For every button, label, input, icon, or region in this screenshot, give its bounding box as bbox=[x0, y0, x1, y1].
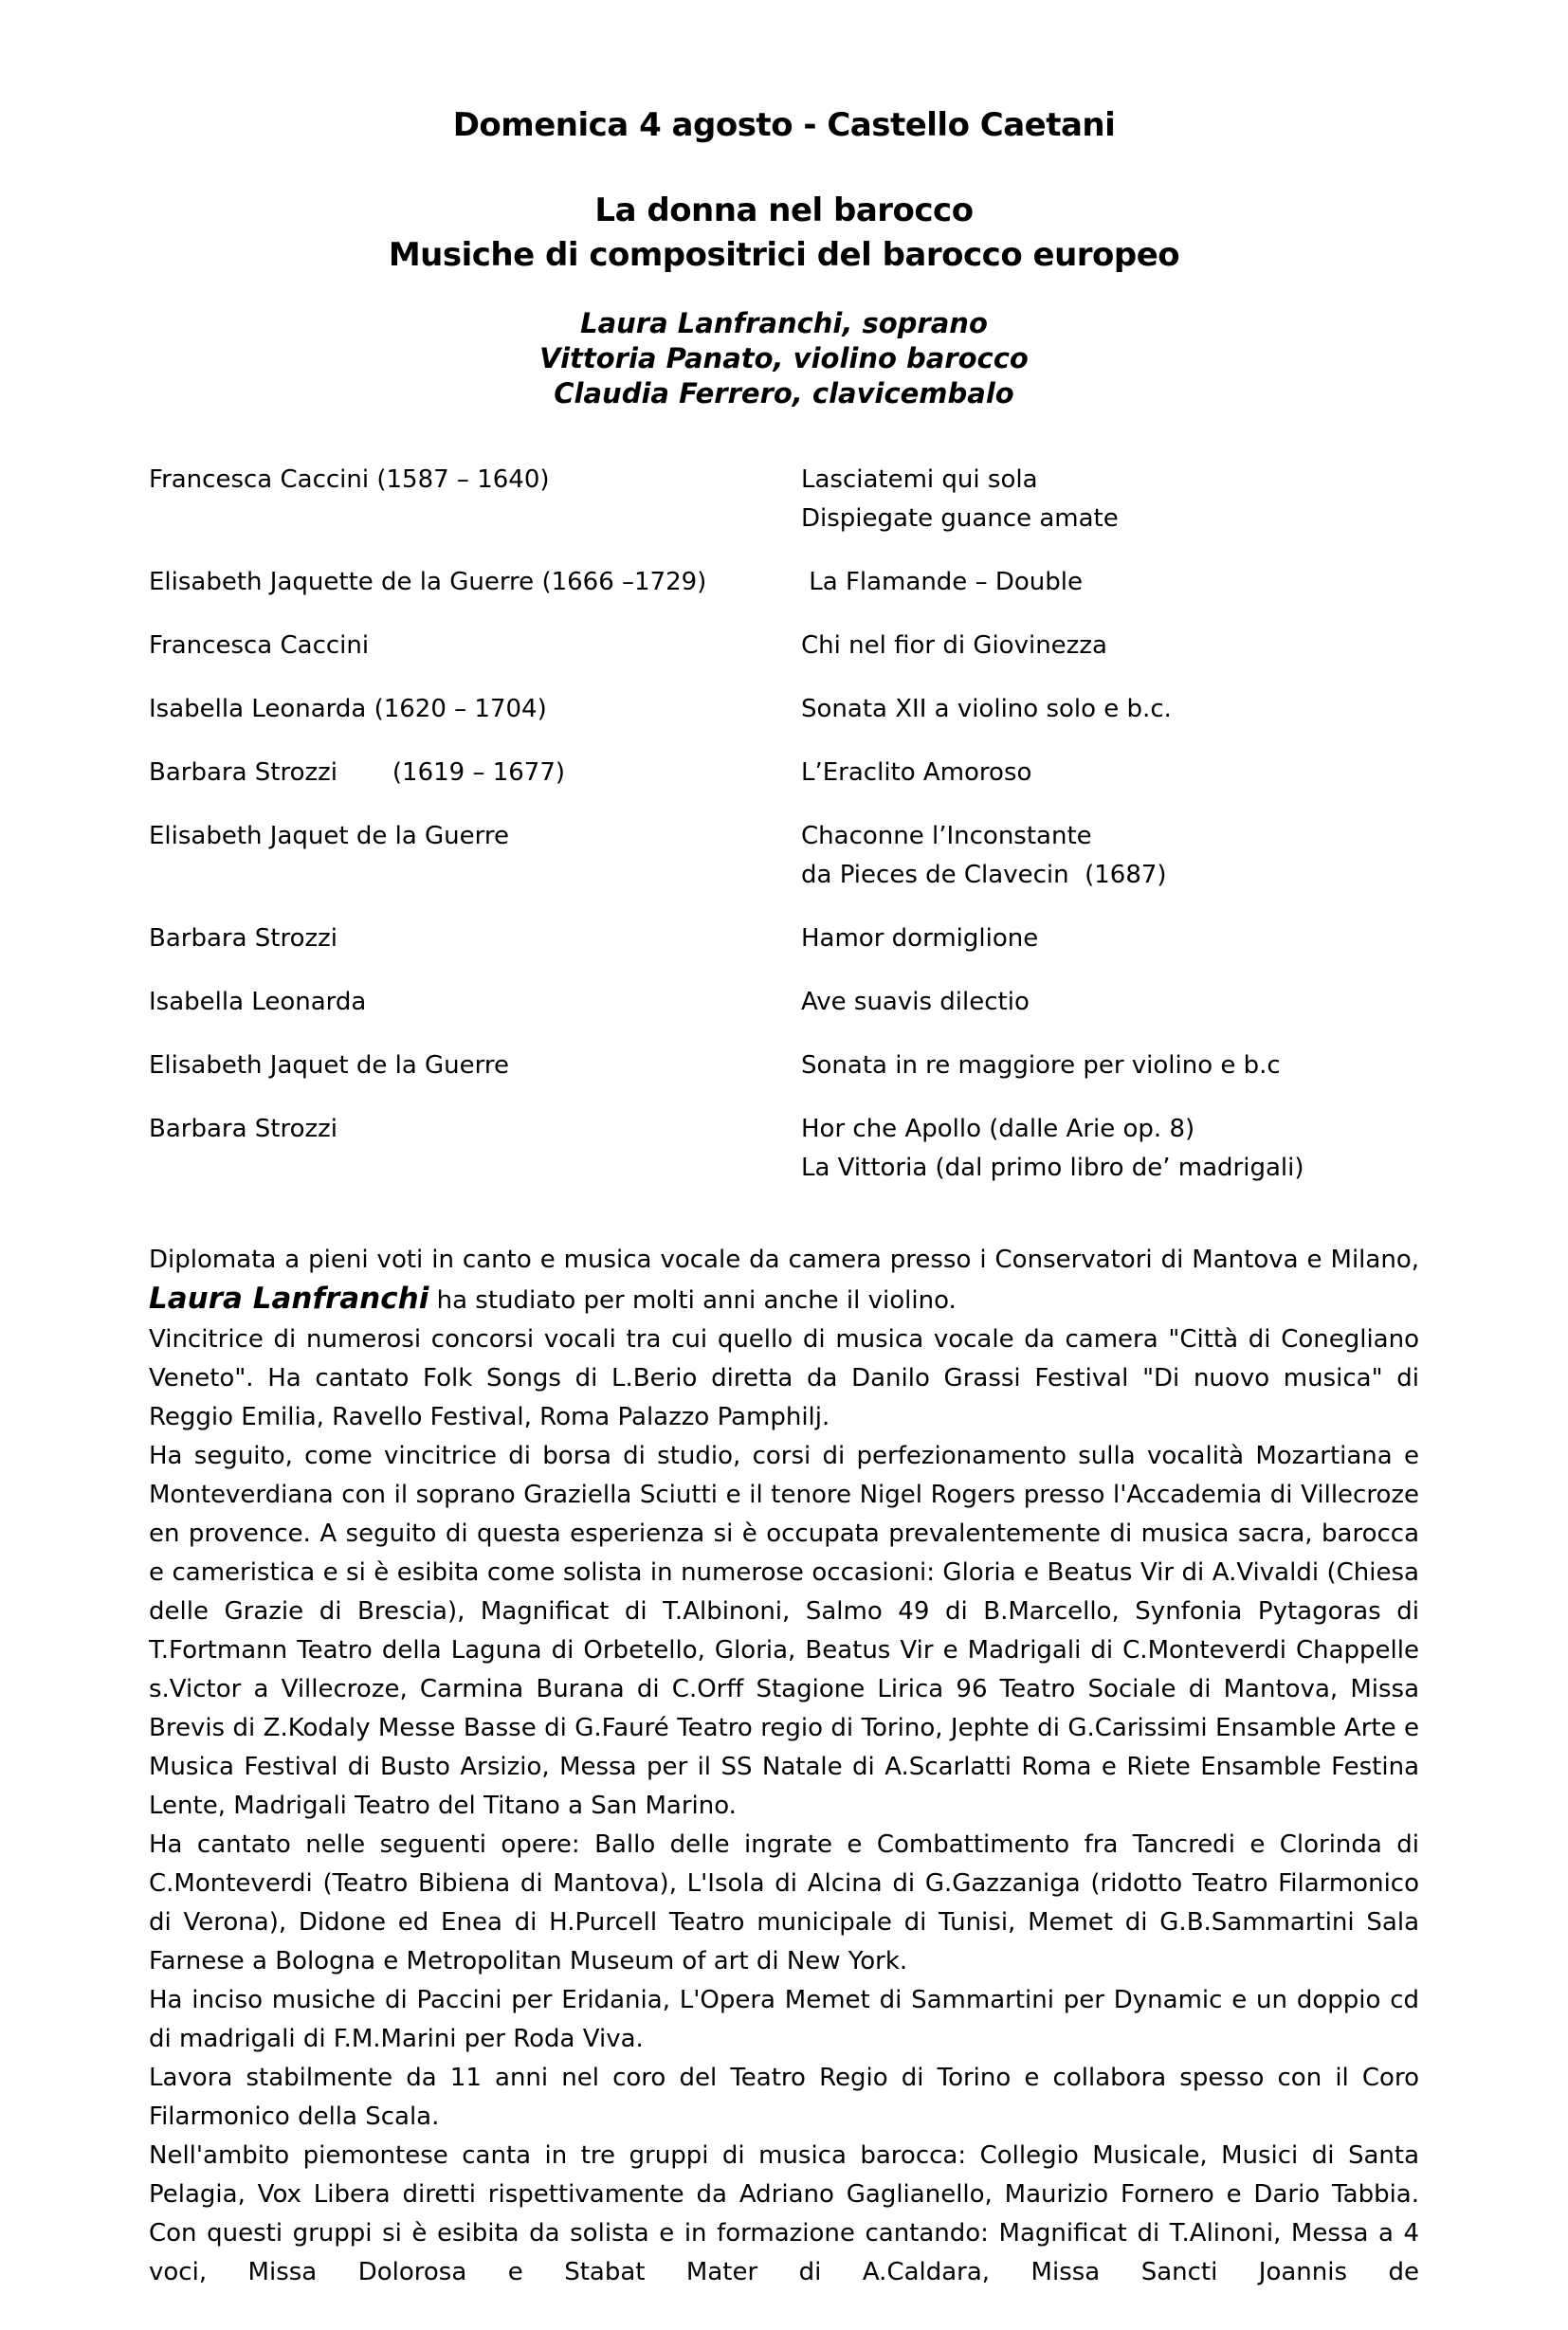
composer-name: Barbara Strozzi bbox=[149, 1114, 338, 1143]
performer-line-harpsichord: Claudia Ferrero, clavicembalo bbox=[554, 376, 1014, 410]
piece-title: Lasciatemi qui sola bbox=[801, 464, 1038, 494]
composer-name: Francesca Caccini (1587 – 1640) bbox=[149, 464, 550, 494]
piece-title: da Pieces de Clavecin (1687) bbox=[801, 860, 1167, 889]
composer-name: Elisabeth Jaquet de la Guerre bbox=[149, 1050, 509, 1080]
piece-titles bbox=[801, 1047, 1419, 1085]
piece-title: Hamor dormiglione bbox=[801, 923, 1039, 953]
bio-paragraph: Ha seguito, come vincitrice di borsa di studio, corsi di perfezionamento sulla vocalità Mozartiana e Monteverdiana con il soprano Graziella Sciutti e il tenore Nigel Rogers presso l'Accademia di Villecroze en provence. A seguito di questa esperienza si è occupata prevalentemente di musica sacra, barocca e cameristica e si è esibita come solista in numerose occasioni: Gloria e Beatus Vir di A.Vivaldi (Chiesa delle Grazie di Brescia), Magnificat di T.Albinoni, Salmo 49 di B.Marcello, Synfonia Pytagoras di T.Fortmann Teatro della Laguna di Orbetello, Gloria, Beatus Vir e Madrigali di C.Monteverdi Chappelle s.Victor a Villecroze, Carmina Burana di C.Orff Stagione Lirica 96 Teatro Sociale di Mantova, Missa Brevis di Z.Kodaly Messe Basse di G.Fauré Teatro regio di Torino, Jephte di G.Carissimi Ensamble Arte e Musica Festival di Busto Arsizio, Messa per il SS Natale di A.Scarlatti Roma e Riete Ensamble Festina Lente, Madrigali Teatro del Titano a San Marino. bbox=[149, 1441, 1419, 1820]
program-row bbox=[149, 627, 1419, 665]
piece-titles bbox=[801, 690, 1419, 729]
piece-titles bbox=[801, 563, 1419, 602]
piece-titles bbox=[801, 919, 1419, 958]
concert-title-line2: Musiche di compositrici del barocco europeo bbox=[388, 235, 1180, 274]
piece-title: La Vittoria (dal primo libro de’ madrigali) bbox=[801, 1153, 1304, 1182]
bio-paragraph: Lavora stabilmente da 11 anni nel coro del Teatro Regio di Torino e collabora spesso con il Coro Filarmonico della Scala. bbox=[149, 2063, 1419, 2131]
performer-line-violin: Vittoria Panato, violino barocco bbox=[539, 341, 1029, 374]
program-row bbox=[149, 754, 1419, 792]
bio-paragraph: Vincitrice di numerosi concorsi vocali tra cui quello di musica vocale da camera "Città di Conegliano Veneto". Ha cantato Folk Songs di L.Berio diretta da Danilo Grassi Festival "Di nuovo musica" di Reggio Emilia, Ravello Festival, Roma Palazzo Pamphilj. bbox=[149, 1324, 1419, 1431]
piece-titles bbox=[801, 983, 1419, 1022]
program-row bbox=[149, 563, 1419, 602]
program-row bbox=[149, 1110, 1419, 1188]
piece-title: Chaconne l’Inconstante bbox=[801, 821, 1092, 850]
performer-line-soprano: Laura Lanfranchi, soprano bbox=[580, 306, 988, 339]
piece-title: Ave suavis dilectio bbox=[801, 987, 1030, 1016]
piece-title: La Flamande – Double bbox=[801, 567, 1083, 596]
biography bbox=[149, 1241, 1419, 2292]
program-row bbox=[149, 919, 1419, 958]
page-title: Domenica 4 agosto - Castello Caetani bbox=[452, 106, 1116, 144]
piece-title: Sonata XII a violino solo e b.c. bbox=[801, 694, 1172, 723]
piece-title: L’Eraclito Amoroso bbox=[801, 757, 1032, 787]
program-row bbox=[149, 461, 1419, 538]
bio-paragraph: Ha cantato nelle seguenti opere: Ballo delle ingrate e Combattimento fra Tancredi e Clorinda di C.Monteverdi (Teatro Bibiena di Mantova), L'Isola di Alcina di G.Gazzaniga (ridotto Teatro Filarmonico di Verona), Didone ed Enea di H.Purcell Teatro municipale di Tunisi, Memet di G.B.Sammartini Sala Farnese a Bologna e Metropolitan Museum of art di New York. bbox=[149, 1829, 1419, 1975]
composer-name: Isabella Leonarda (1620 – 1704) bbox=[149, 694, 547, 723]
program-row bbox=[149, 817, 1419, 895]
piece-titles bbox=[801, 754, 1419, 792]
program-list bbox=[149, 461, 1419, 1188]
artist-name-inline: Laura Lanfranchi bbox=[149, 1281, 429, 1316]
piece-title: Hor che Apollo (dalle Arie op. 8) bbox=[801, 1114, 1195, 1143]
piece-titles bbox=[801, 461, 1419, 538]
piece-title: Dispiegate guance amate bbox=[801, 503, 1119, 533]
performers bbox=[149, 306, 1419, 411]
program-row bbox=[149, 1047, 1419, 1085]
composer-name: Elisabeth Jaquette de la Guerre (1666 –1729) bbox=[149, 567, 707, 596]
composer-name: Francesca Caccini bbox=[149, 630, 370, 660]
bio-paragraph: Ha inciso musiche di Paccini per Eridania, L'Opera Memet di Sammartini per Dynamic e un doppio cd di madrigali di F.M.Marini per Roda Viva. bbox=[149, 1985, 1419, 2053]
program-row bbox=[149, 690, 1419, 729]
piece-titles bbox=[801, 817, 1419, 895]
bio-text: Diplomata a pieni voti in canto e musica vocale da camera presso i Conservatori di Mantova e Milano, bbox=[149, 1245, 1419, 1274]
bio-paragraph: Nell'ambito piemontese canta in tre gruppi di musica barocca: Collegio Musicale, Musici di Santa Pelagia, Vox Libera diretti rispettivamente da Adriano Gaglianello, Maurizio Fornero e Dario Tabbia. Con questi gruppi si è esibita da solista e in formazione cantando: Magnificat di T.Alinoni, Messa a 4 voci, Missa Dolorosa e Stabat Mater di A.Caldara, Missa Sancti Joannis de bbox=[149, 2140, 1419, 2286]
composer-name: Barbara Strozzi bbox=[149, 923, 338, 953]
composer-name: Elisabeth Jaquet de la Guerre bbox=[149, 821, 509, 850]
piece-title: Sonata in re maggiore per violino e b.c bbox=[801, 1050, 1281, 1080]
composer-name: Isabella Leonarda bbox=[149, 987, 367, 1016]
concert-title-line1: La donna nel barocco bbox=[594, 191, 974, 229]
bio-text: ha studiato per molti anni anche il violino. bbox=[428, 1285, 957, 1315]
piece-titles bbox=[801, 1110, 1419, 1188]
composer-name: Barbara Strozzi (1619 – 1677) bbox=[149, 757, 566, 787]
concert-title bbox=[149, 189, 1419, 278]
program-row bbox=[149, 983, 1419, 1022]
bio-paragraph bbox=[149, 1241, 1419, 1320]
piece-title: Chi nel fior di Giovinezza bbox=[801, 630, 1107, 660]
piece-titles bbox=[801, 627, 1419, 665]
